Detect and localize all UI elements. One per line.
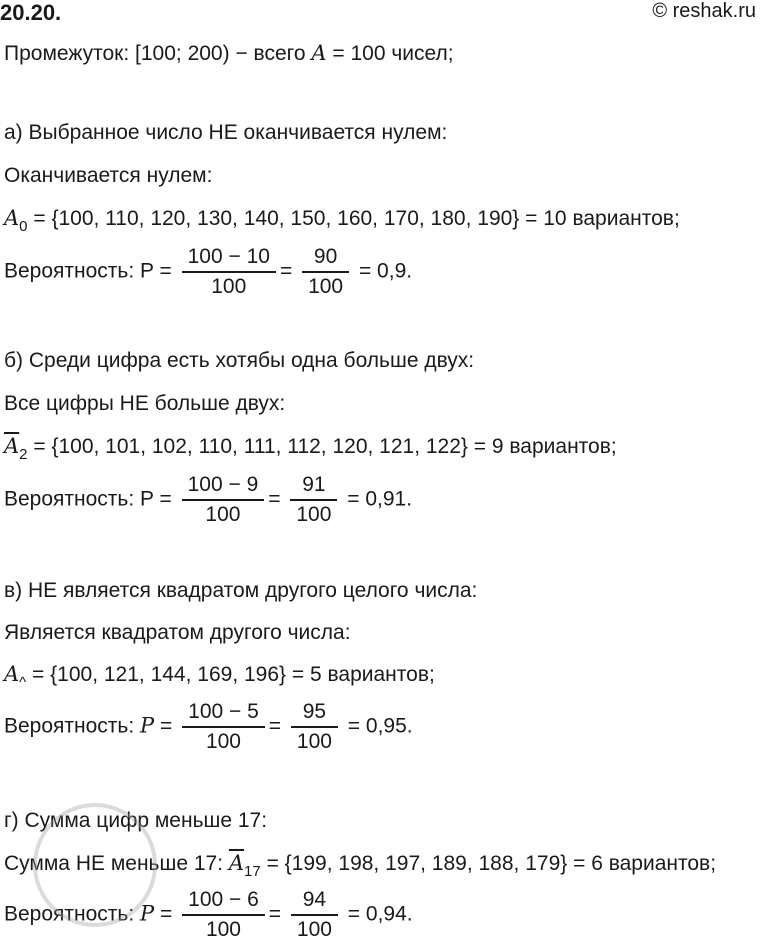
part-a-probability: Вероятность: P = $\frac{100 - 10}{100}$ = $\frac{90}{100}$ = 0,9. bbox=[4, 245, 413, 298]
set-symbol: $\overline{A}$ bbox=[4, 434, 20, 458]
result: = 0,91. bbox=[347, 487, 413, 511]
denominator: 100 bbox=[205, 503, 241, 526]
part-b-title: б) Среди цифра есть хотябы одна больше двух: bbox=[4, 349, 475, 372]
denominator: 100 bbox=[211, 275, 247, 298]
numerator: 100 − 5 bbox=[182, 700, 265, 728]
intro-line bbox=[4, 40, 454, 67]
denominator: 100 bbox=[296, 503, 332, 526]
fraction-1 bbox=[182, 245, 276, 299]
prob-label: Вероятность: P = bbox=[4, 487, 172, 511]
prob-eq: = bbox=[154, 902, 173, 926]
set-lead: Сумма НЕ меньше 17: bbox=[4, 852, 229, 875]
denominator: 100 bbox=[296, 918, 332, 941]
part-d-title: г) Сумма цифр меньше 17: bbox=[4, 809, 268, 832]
set-symbol: $\overline{A}$ bbox=[228, 851, 245, 875]
fraction-2 bbox=[291, 888, 338, 942]
watermark-logo bbox=[0, 790, 190, 940]
denominator: 100 bbox=[296, 730, 332, 753]
result: = 0,9. bbox=[358, 259, 413, 283]
set-body: = {199, 198, 197, 189, 188, 179} = 6 вариантов; bbox=[260, 852, 717, 875]
prob-symbol: P bbox=[140, 901, 155, 926]
fraction-2 bbox=[290, 473, 337, 527]
fraction-2 bbox=[302, 245, 349, 299]
fraction-1 bbox=[182, 700, 265, 754]
part-b-set bbox=[4, 433, 617, 462]
part-b-probability: Вероятность: P = $\frac{100 - 9}{100}$ = $\frac{91}{100}$ = 0,91. bbox=[4, 473, 413, 526]
result: = 0,95. bbox=[347, 714, 413, 738]
denominator: 100 bbox=[308, 275, 344, 298]
prob-label: Вероятность: bbox=[4, 902, 141, 926]
fraction-2 bbox=[291, 700, 338, 754]
set-symbol: A bbox=[4, 206, 20, 230]
fraction-1 bbox=[182, 888, 265, 942]
set-symbol: A bbox=[4, 662, 20, 686]
part-b-sub: Все цифры НЕ больше двух: bbox=[4, 392, 286, 415]
numerator: 94 bbox=[291, 888, 338, 916]
part-c-probability: Вероятность: P = $\frac{100 - 5}{100}$ = $\frac{95}{100}$ = 0,95. bbox=[4, 700, 413, 753]
numerator: 90 bbox=[302, 245, 349, 273]
prob-label: Вероятность: P = bbox=[4, 259, 172, 283]
prob-symbol: P bbox=[140, 713, 155, 738]
prob-label: Вероятность: bbox=[4, 714, 141, 738]
part-a-title: а) Выбранное число НЕ оканчивается нулем: bbox=[4, 121, 448, 144]
part-c-sub: Является квадратом другого числа: bbox=[4, 621, 351, 644]
part-c-title: в) НЕ является квадратом другого целого числа: bbox=[4, 579, 478, 602]
set-body: = {100, 101, 102, 110, 111, 112, 120, 121, 122} = 9 вариантов; bbox=[27, 435, 617, 458]
part-a-sub: Оканчивается нулем: bbox=[4, 164, 213, 187]
result: = 0,94. bbox=[347, 902, 413, 926]
numerator: 91 bbox=[290, 473, 337, 501]
fraction-1 bbox=[182, 473, 265, 527]
set-body: = {100, 110, 120, 130, 140, 150, 160, 170, 180, 190} = 10 вариантов; bbox=[27, 207, 680, 230]
site-watermark: © reshak.ru bbox=[652, 0, 756, 22]
watermark-ring bbox=[35, 805, 155, 925]
problem-number: 20.20. bbox=[0, 0, 62, 25]
numerator: 100 − 6 bbox=[182, 888, 265, 916]
set-body: = {100, 121, 144, 169, 196} = 5 вариантов; bbox=[26, 663, 435, 686]
intro-text: Промежуток: [100; 200) − всего bbox=[4, 42, 312, 65]
set-subscript: 2 bbox=[19, 446, 28, 463]
denominator: 100 bbox=[205, 730, 241, 753]
part-c-set bbox=[4, 661, 435, 690]
numerator: 100 − 9 bbox=[182, 473, 265, 501]
set-subscript: ^ bbox=[19, 674, 27, 691]
prob-eq: = bbox=[154, 714, 173, 738]
part-a-set bbox=[4, 205, 680, 234]
set-subscript: 17 bbox=[244, 863, 261, 880]
intro-var: A bbox=[311, 41, 327, 65]
numerator: 95 bbox=[291, 700, 338, 728]
numerator: 100 − 10 bbox=[182, 245, 276, 273]
intro-tail: = 100 чисел; bbox=[326, 42, 454, 65]
part-d-probability: Вероятность: P = $\frac{100 - 6}{100}$ = $\frac{94}{100}$ = 0,94. bbox=[4, 888, 413, 941]
denominator: 100 bbox=[205, 918, 241, 941]
set-subscript: 0 bbox=[19, 218, 28, 235]
